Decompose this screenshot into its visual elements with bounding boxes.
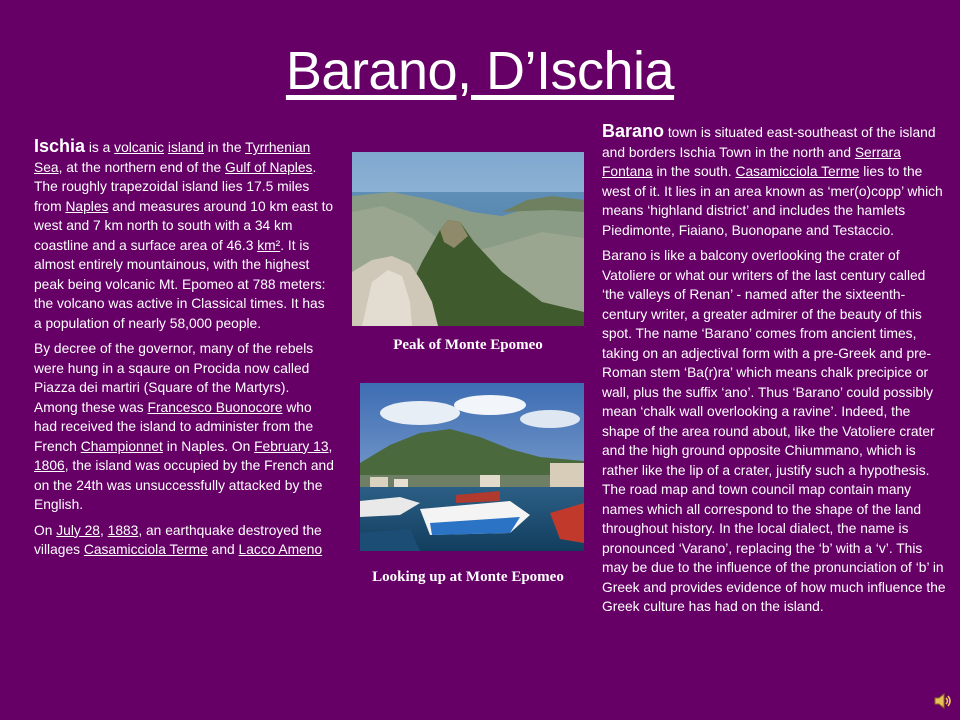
text-run: in Naples. On (162, 438, 255, 454)
monte-epomeo-peak-photo (352, 152, 584, 326)
slide-title: Barano, D’Ischia (285, 41, 675, 101)
wiki-link[interactable]: Casamicciola Terme (83, 542, 208, 557)
wiki-link[interactable]: February 13 (254, 438, 329, 454)
text-run: in the south. (652, 164, 736, 179)
text-run: By decree of the governor, many of the rebels were hung in a sqaure on Procida now called Piazza dei martiri (Square of the Martyrs). Among these was (34, 341, 314, 415)
text-run: lies to the west of it. It lies in an area known as ‘mer(o)copp’ which means ‘highland district’ and includes the hamlets Piedimonte, Fiaiano, Buonopane and Testaccio. (602, 164, 943, 238)
text-run: , at the northern end of the (58, 159, 226, 175)
text-run: , an earthquake destroyed the villages (34, 522, 322, 557)
wiki-link[interactable]: km² (257, 237, 281, 253)
text-run: in the (203, 140, 246, 155)
harbor-photo (360, 383, 584, 551)
wiki-link[interactable]: Tyrrhenian Sea (34, 140, 311, 175)
text-run: , (328, 438, 333, 454)
wiki-link[interactable]: Francesco Buonocore (147, 399, 283, 415)
wiki-link[interactable]: July 28 (56, 522, 100, 538)
wiki-link[interactable]: Lacco Ameno (238, 542, 323, 557)
wiki-link[interactable]: Gulf of Naples (225, 159, 313, 175)
text-run: Barano is like a balcony overlooking the crater of Vatoliere or what our writers of the last century called ‘the valleys of Renan’ - named after the sixteenth-century writer, a greater admirer of the beauty of this spot. The name ‘Barano’ comes from ancient times, taking on an adjectival form with a pre-Greek and pre-Roman stem ‘Ba(r)ra’ which means chalk precipice or wall, plus the suffix ‘ano’. Thus ‘Barano’ could possibly mean ‘chalk wall overlooking a ravine’. Indeed, the shape of the area round about, like the Vatoliere crater and the high ground opposite Chiummano, which is rather like the lip of a crater, justify such a hypothesis. The road map and town council map contain many names which all correspond to the shape of the land throughout history. In the local dialect, the name is pronounced ‘Varano’, replacing the ‘b’ with a ‘v’. This may be due to the influence of the pronunciation of ‘b’ in Greek and provides evidence of how much influence the Greek culture has had on the island. (602, 248, 946, 614)
wiki-link[interactable]: Serrara Fontana (602, 144, 901, 179)
wiki-link[interactable]: Championnet (80, 438, 163, 454)
wiki-link[interactable]: Naples (65, 198, 109, 214)
text-run: . It is almost entirely mountainous, with the highest peak being volcanic Mt. Epomeo at 788 meters: the volcano was active in Classical times. It has a population of nearly 58,000 people. (34, 237, 326, 331)
ischia-paragraph (34, 137, 336, 333)
text-run: and (207, 542, 239, 557)
text-run: On (34, 522, 57, 538)
wiki-link[interactable]: 1883 (107, 522, 139, 538)
wiki-link[interactable]: 1806 (34, 458, 65, 473)
decree-paragraph (34, 339, 336, 515)
wiki-link[interactable]: island (167, 140, 204, 155)
wiki-link[interactable]: volcanic (114, 140, 165, 155)
barano-location-paragraph (602, 122, 948, 240)
barano-history-paragraph (602, 246, 948, 617)
text-run: . The roughly trapezoidal island lies 17.5 miles from (34, 159, 317, 214)
text-run: is a (85, 140, 115, 155)
text-run: , (99, 522, 108, 538)
left-text-column (34, 137, 336, 566)
text-run: town is situated east-southeast of the island and borders Ischia Town in the north and (602, 125, 936, 160)
right-text-column (602, 122, 948, 623)
wiki-link[interactable]: Casamicciola Terme (735, 164, 860, 179)
top-photo-caption: Peak of Monte Epomeo (393, 337, 543, 353)
bottom-photo-caption: Looking up at Monte Epomeo (372, 569, 564, 585)
earthquake-paragraph (34, 521, 336, 560)
text-run: and measures around 10 km east to west and 7 km north to south with a 34 km coastline and a surface area of 46.3 (34, 198, 334, 253)
speaker-icon[interactable] (932, 690, 954, 712)
lead-term: Ischia (34, 136, 86, 156)
text-run: who had received the island to administer from the French (34, 399, 314, 454)
lead-term: Barano (602, 121, 665, 141)
text-run: , the island was occupied by the French and on the 24th was unsuccessfully attacked by the English. (34, 458, 334, 512)
